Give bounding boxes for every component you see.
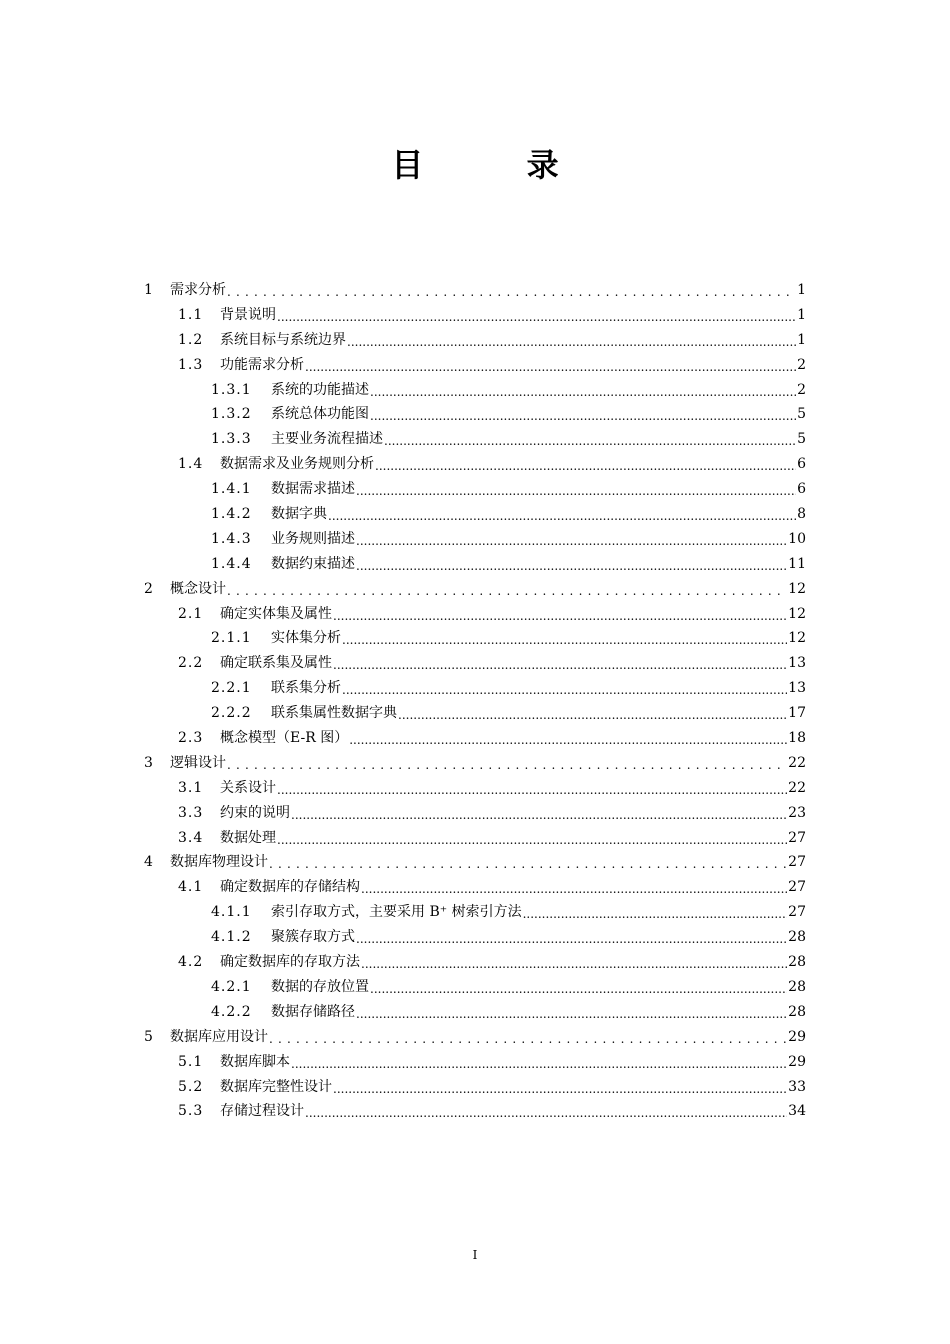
toc-entry[interactable] [144,1051,806,1076]
toc-entry[interactable] [144,752,806,777]
dot-leader [384,433,796,450]
toc-entry-number: 1.3.3 [211,431,252,448]
dot-leader [333,657,787,674]
toc-entry-page: 27 [788,829,806,846]
toc-entry-number: 1.4.4 [211,555,252,572]
dot-leader [370,408,796,425]
toc-entry-number: 2.2 [178,655,204,672]
toc-entry-title: 确定联系集及属性 [220,655,332,672]
dot-leader [349,732,787,749]
toc-entry-page: 11 [788,555,806,572]
toc-entry-number: 5.2 [178,1078,204,1095]
toc-entry-number: 1.3 [178,356,204,373]
toc-entry-page: 28 [788,978,806,995]
toc-entry-number: 4.2 [178,954,204,971]
dot-leader [333,608,787,625]
toc-entry-page: 12 [788,605,806,622]
dot-leader [356,931,787,948]
toc-entry-number: 5.3 [178,1103,204,1120]
page-title: 目 录 [391,146,605,184]
toc-entry-title: 实体集分析 [271,630,341,647]
toc-entry-number: 3.1 [178,779,204,796]
toc-entry[interactable] [144,478,806,503]
toc-entry-title: 系统目标与系统边界 [220,331,346,348]
toc-entry-number: 1.4 [178,456,204,473]
toc-entry-number: 2.2.2 [211,705,252,722]
dot-leader [269,1031,787,1048]
toc-entry-number: 1.3.2 [211,406,252,423]
toc-entry-title: 逻辑设计 [170,754,226,771]
toc-entry-title: 数据库脚本 [220,1053,290,1070]
toc-entry-page: 6 [797,481,806,498]
dot-leader [356,1006,787,1023]
toc-entry-number: 1.3.1 [211,381,252,398]
toc-entry-number: 2.1.1 [211,630,252,647]
table-of-contents [144,279,806,1125]
toc-entry[interactable] [144,976,806,1001]
toc-entry-title: 关系设计 [220,779,276,796]
toc-entry[interactable] [144,926,806,951]
toc-entry-page: 33 [788,1078,806,1095]
dot-leader [305,1105,787,1122]
toc-entry-number: 2.3 [178,730,204,747]
dot-leader [333,1081,787,1098]
toc-entry-number: 1.4.3 [211,530,252,547]
toc-entry[interactable] [144,677,806,702]
dot-leader [227,757,787,774]
toc-entry[interactable] [144,876,806,901]
toc-entry-number: 4.1.2 [211,929,252,946]
toc-entry[interactable] [144,702,806,727]
toc-entry-title: 数据存储路径 [271,1003,355,1020]
toc-entry-title: 确定数据库的存储结构 [220,879,360,896]
toc-entry[interactable] [144,528,806,553]
dot-leader [277,309,796,326]
dot-leader [305,359,796,376]
dot-leader [277,782,787,799]
dot-leader [328,508,796,525]
toc-entry-page: 1 [797,282,806,298]
toc-entry[interactable] [144,304,806,329]
toc-entry[interactable] [144,503,806,528]
toc-entry[interactable] [144,951,806,976]
toc-entry-title: 数据库完整性设计 [220,1078,332,1095]
dot-leader [370,384,796,401]
toc-entry[interactable] [144,901,806,926]
toc-entry-page: 29 [788,1053,806,1070]
toc-entry-title: 概念模型（E-R 图） [220,730,349,747]
toc-entry[interactable] [144,329,806,354]
dot-leader [342,682,787,699]
toc-entry[interactable] [144,802,806,827]
toc-entry-number: 5.1 [178,1053,204,1070]
toc-entry-number: 1.4.2 [211,506,252,523]
toc-entry[interactable] [144,603,806,628]
toc-entry-page: 22 [788,779,806,796]
toc-entry-page: 22 [788,754,806,771]
toc-entry-number: 1 [144,282,154,298]
toc-entry-page: 2 [797,356,806,373]
toc-entry-page: 2 [797,381,806,398]
toc-entry-number: 4.1.1 [211,904,252,921]
toc-entry-title: 数据约束描述 [271,555,355,572]
toc-entry-page: 23 [788,804,806,821]
toc-entry-title: 业务规则描述 [271,530,355,547]
toc-entry[interactable] [144,578,806,603]
toc-entry[interactable] [144,379,806,404]
toc-entry[interactable] [144,403,806,428]
toc-entry[interactable] [144,627,806,652]
toc-entry[interactable] [144,428,806,453]
toc-entry-number: 1.1 [178,306,204,323]
dot-leader [291,1056,787,1073]
toc-entry-page: 10 [788,530,806,547]
toc-entry-page: 27 [788,904,806,921]
toc-entry-number: 3.4 [178,829,204,846]
toc-entry-title: 聚簇存取方式 [271,929,355,946]
toc-entry-title: 系统总体功能图 [271,406,369,423]
toc-entry-title: 索引存取方式，主要采用 B⁺ 树索引方法 [271,904,522,921]
dot-leader [356,483,796,500]
dot-leader [375,458,796,475]
toc-entry-title: 背景说明 [220,306,276,323]
dot-leader [356,558,787,575]
toc-entry[interactable] [144,1001,806,1026]
toc-entry-page: 17 [788,705,806,722]
toc-entry-page: 12 [788,580,806,597]
dot-leader [523,906,788,923]
toc-entry[interactable] [144,279,806,304]
toc-entry-page: 5 [797,431,806,448]
toc-entry-title: 存储过程设计 [220,1103,304,1120]
toc-entry-title: 约束的说明 [220,804,290,821]
toc-entry-page: 12 [788,630,806,647]
toc-entry-number: 4.2.2 [211,1003,252,1020]
toc-entry-page: 28 [788,1003,806,1020]
dot-leader [361,881,787,898]
toc-entry-number: 3.3 [178,804,204,821]
toc-entry[interactable] [144,1076,806,1101]
toc-entry[interactable] [144,453,806,478]
page-number: I [472,1248,478,1262]
toc-entry-number: 4.2.1 [211,978,252,995]
toc-entry[interactable] [144,1026,806,1051]
toc-entry-number: 2.1 [178,605,204,622]
toc-entry-number: 2.2.1 [211,680,252,697]
toc-entry-page: 13 [788,680,806,697]
toc-entry-page: 28 [788,929,806,946]
toc-entry-page: 8 [797,506,806,523]
dot-leader [398,707,787,724]
toc-entry-page: 29 [788,1028,806,1045]
toc-entry[interactable] [144,553,806,578]
toc-entry-title: 数据库应用设计 [170,1028,268,1045]
toc-entry-number: 3 [144,754,154,771]
toc-entry[interactable] [144,354,806,379]
toc-entry-title: 功能需求分析 [220,356,304,373]
toc-entry-title: 需求分析 [170,282,226,298]
dot-leader [347,334,796,351]
toc-entry-title: 数据需求描述 [271,481,355,498]
toc-entry-number: 2 [144,580,154,597]
dot-leader [356,533,787,550]
toc-entry-page: 27 [788,854,806,871]
toc-entry-number: 4 [144,854,154,871]
toc-entry-number: 5 [144,1028,154,1045]
toc-entry-title: 联系集分析 [271,680,341,697]
toc-entry-page: 6 [797,456,806,473]
toc-entry-page: 27 [788,879,806,896]
toc-entry[interactable] [144,851,806,876]
dot-leader [227,583,787,600]
dot-leader [361,956,787,973]
toc-entry-title: 数据字典 [271,506,327,523]
dot-leader [342,632,787,649]
toc-entry-title: 数据处理 [220,829,276,846]
dot-leader [269,856,787,873]
toc-entry[interactable] [144,727,806,752]
toc-entry-page: 18 [788,730,806,747]
toc-entry-number: 1.4.1 [211,481,252,498]
toc-entry-title: 确定实体集及属性 [220,605,332,622]
toc-entry-title: 数据的存放位置 [271,978,369,995]
toc-entry-title: 概念设计 [170,580,226,597]
toc-entry-page: 5 [797,406,806,423]
toc-entry-page: 28 [788,954,806,971]
toc-entry-number: 1.2 [178,331,204,348]
dot-leader [291,807,787,824]
toc-entry[interactable] [144,777,806,802]
toc-entry[interactable] [144,1100,806,1125]
toc-entry-page: 34 [788,1103,806,1120]
dot-leader [370,981,787,998]
toc-entry-page: 13 [788,655,806,672]
toc-entry-title: 确定数据库的存取方法 [220,954,360,971]
toc-entry[interactable] [144,652,806,677]
dot-leader [277,832,787,849]
toc-entry-title: 系统的功能描述 [271,381,369,398]
toc-entry-title: 数据库物理设计 [170,854,268,871]
dot-leader [227,284,796,301]
toc-entry-page: 1 [797,306,806,323]
toc-entry-title: 主要业务流程描述 [271,431,383,448]
toc-entry[interactable] [144,827,806,852]
toc-entry-number: 4.1 [178,879,204,896]
toc-entry-title: 数据需求及业务规则分析 [220,456,374,473]
toc-entry-title: 联系集属性数据字典 [271,705,397,722]
toc-entry-page: 1 [797,331,806,348]
